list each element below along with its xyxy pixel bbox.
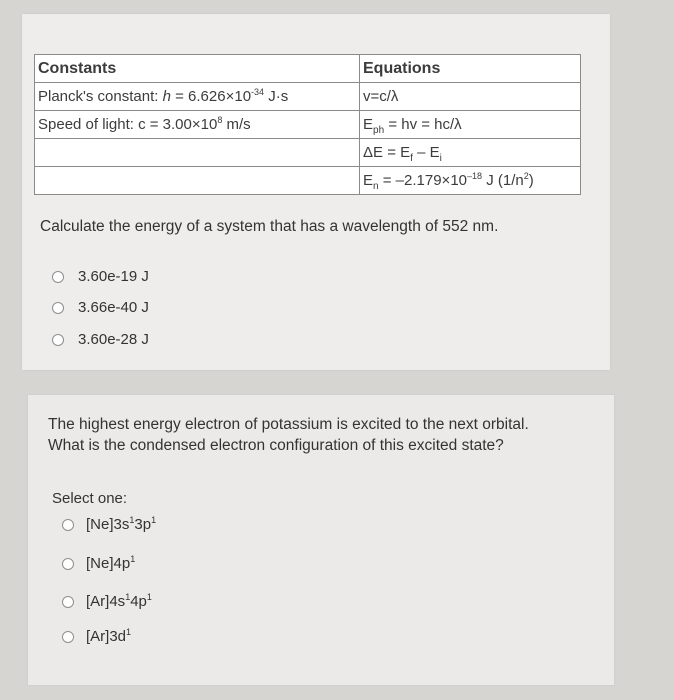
empty-cell <box>35 167 360 195</box>
equation-energy-level: $E_n = -2.179\times 10^{-18}$ J $(1/n^2)$ <box>360 167 581 195</box>
radio-icon[interactable] <box>52 334 64 346</box>
option-2-d[interactable]: $[Ar]3d^1$ <box>62 628 131 645</box>
constants-table <box>34 54 581 195</box>
option-1-a[interactable]: 3.60e-19 J <box>52 268 149 285</box>
radio-icon[interactable] <box>62 631 74 643</box>
option-2-a[interactable]: $[Ne]3s^13p^1$ <box>62 516 156 533</box>
question-2-text: The highest energy electron of potassium is excited to the next orbital. What is the condensed electron configuration of this excited state? <box>48 416 529 454</box>
radio-icon[interactable] <box>62 519 74 531</box>
planck-constant: Planck's constant: $h = 6.626\times 10^{-34}$ J·s <box>35 83 360 111</box>
question-1-text: Calculate the energy of a system that has a wavelength of 552 nm. <box>40 218 499 235</box>
radio-icon[interactable] <box>62 596 74 608</box>
equation-wave: v=c/λ <box>360 83 581 111</box>
constants-header: Constants <box>35 55 360 83</box>
radio-icon[interactable] <box>52 302 64 314</box>
equations-header: Equations <box>360 55 581 83</box>
equation-delta-e: $\Delta E = E_f - E_i$ <box>360 139 581 167</box>
option-2-b[interactable]: $[Ne]4p^1$ <box>62 555 135 572</box>
radio-icon[interactable] <box>52 271 64 283</box>
select-one-label: Select one: <box>52 490 128 507</box>
option-1-b[interactable]: 3.66e-40 J <box>52 299 149 316</box>
speed-of-light: Speed of light: $c = 3.00\times 10^8$ m/s <box>35 111 360 139</box>
radio-icon[interactable] <box>62 558 74 570</box>
empty-cell <box>35 139 360 167</box>
equation-photon-energy: $E_{ph}$ = hv = hc/λ <box>360 111 581 139</box>
option-1-c[interactable]: 3.60e-28 J <box>52 331 149 348</box>
option-2-c[interactable]: $[Ar]4s^14p^1$ <box>62 593 152 610</box>
